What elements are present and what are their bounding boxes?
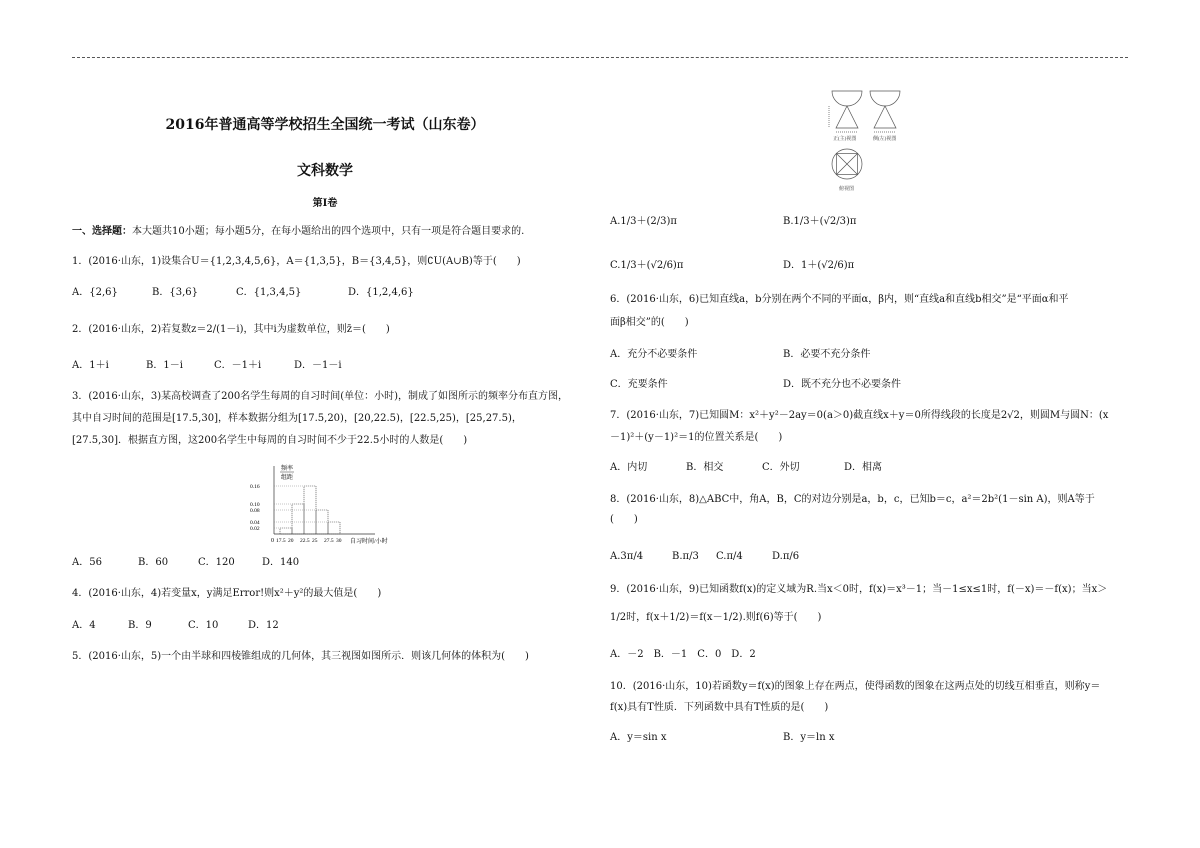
histogram-y-tick: 0.02 [250,526,260,532]
histogram-xlabel: 自习时间/小时 [350,539,388,545]
q4-option-c: C．10 [188,620,219,631]
q8-option-a: A.3π/4 [610,551,644,562]
q3-option-c: C．120 [198,557,235,568]
section-heading-label: 一、选择题： [72,226,132,237]
q1-option-a: A．{2,6} [72,287,118,298]
histogram-y-tick: 0.08 [250,508,260,514]
q2-option-c: C．－1＋i [214,360,262,371]
q6-option-c: C．充要条件 [610,379,668,390]
q6-option-a: A．充分不必要条件 [610,349,698,360]
histogram-x-tick: 25 [312,538,318,544]
section-heading [72,225,524,239]
histogram-bar [292,504,304,534]
q9-options: A．－2 B．－1 C．0 D．2 [610,649,756,660]
q10-option-b: B．y＝ln x [783,732,835,743]
q5-option-c: C.1/3＋(√2/6)π [610,260,684,271]
q7-option-a: A．内切 [610,462,648,473]
histogram-bar [280,528,292,534]
question-3-line-3: [27.5,30]．根据直方图，这200名学生中每周的自习时间不少于22.5小时的人数是( ) [72,435,468,446]
exam-title: 2016年普通高等学校招生全国统一考试（山东卷） [165,117,485,133]
q3-option-b: B．60 [138,557,169,568]
question-3-line-1: 3．(2016·山东，3)某高校调查了200名学生每周的自习时间(单位：小时)，制成了如图所示的频率分布直方图， [72,391,569,402]
question-6-line-2: 面β相交”的( ) [610,317,689,328]
q8-option-c: C.π/4 [716,551,743,562]
histogram-x-tick: 27.5 [324,538,334,544]
histogram-y-tick: 0.10 [250,502,260,508]
histogram-x-tick: 17.5 [276,538,286,544]
top-view-label: 俯视图 [839,187,855,192]
question-5: 5．(2016·山东，5)一个由半球和四棱锥组成的几何体，其三视图如图所示．则该几何体的体积为( ) [72,651,529,662]
q7-option-b: B．相交 [686,462,724,473]
side-view-label: 侧(左)视图 [873,137,897,142]
question-4: 4．(2016·山东，4)若变量x，y满足Error!则x²＋y²的最大值是( ) [72,588,382,599]
q3-option-a: A．56 [72,557,102,568]
q3-option-d: D．140 [262,557,300,568]
q10-option-a: A．y＝sin x [610,732,667,743]
histogram-y-tick: 0.16 [250,484,260,490]
q8-option-b: B.π/3 [672,551,699,562]
q6-option-d: D．既不充分也不必要条件 [783,379,902,390]
q1-option-d: D．{1,2,4,6} [348,287,414,298]
histogram-y-tick: 0.04 [250,520,260,526]
question-3-line-2: 其中自习时间的范围是[17.5,30]，样本数据分组为[17.5,20)，[20,22.5)，[22.5,25)，[25,27.5)， [72,413,522,424]
frequency-histogram [240,462,410,546]
histogram-ylabel-top: 频率 [281,466,294,472]
q2-option-a: A．1＋i [72,360,109,371]
header-divider [72,57,1128,58]
q5-option-d: D．1＋(√2/6)π [783,260,855,271]
q1-option-c: C．{1,3,4,5} [236,287,302,298]
question-7-line-2: －1)²＋(y－1)²＝1的位置关系是( ) [610,432,783,443]
histogram-x-tick: 20 [288,538,294,544]
q2-option-d: D．－1－i [294,360,342,371]
three-view-figure [826,88,906,194]
question-8-line-2: ( ) [610,514,638,525]
q5-option-a: A.1/3＋(2/3)π [610,216,677,227]
question-7-line-1: 7．(2016·山东，7)已知圆M：x²＋y²－2ay＝0(a＞0)截直线x＋y＝0所得线段的长度是2√2，则圆M与圆N：(x [610,410,1109,421]
question-2: 2．(2016·山东，2)若复数z＝2/(1－i)，其中i为虚数单位，则z̄＝( ) [72,324,390,335]
q1-option-b: B．{3,6} [152,287,198,298]
q4-option-d: D．12 [248,620,279,631]
question-6-line-1: 6．(2016·山东，6)已知直线a，b分别在两个不同的平面α，β内，则“直线a和直线b相交”是“平面α和平 [610,294,1069,305]
histogram-ylabel-bottom: 组距 [281,475,294,481]
question-10-line-1: 10．(2016·山东，10)若函数y＝f(x)的图象上存在两点，使得函数的图象在这两点处的切线互相垂直，则称y＝ [610,681,1101,692]
exam-subtitle: 文科数学 [297,163,353,179]
q4-option-a: A．4 [72,620,96,631]
histogram-x-tick: 30 [336,538,342,544]
question-9-line-2: 1/2时，f(x＋1/2)＝f(x－1/2).则f(6)等于( ) [610,612,822,623]
question-8-line-1: 8．(2016·山东，8)△ABC中，角A，B，C的对边分别是a，b，c，已知b＝c，a²＝2b²(1－sin A)，则A等于 [610,494,1095,505]
front-view-label: 正(主)视图 [833,137,857,142]
q7-option-c: C．外切 [762,462,800,473]
histogram-origin: 0 [271,538,274,544]
histogram-x-tick: 22.5 [300,538,310,544]
question-9-line-1: 9．(2016·山东，9)已知函数f(x)的定义域为R.当x＜0时，f(x)＝x³－1；当－1≤x≤1时，f(－x)＝－f(x)；当x＞ [610,584,1108,595]
q2-option-b: B．1－i [146,360,183,371]
volume-label: 第Ⅰ卷 [312,198,338,209]
question-1: 1．(2016·山东，1)设集合U＝{1,2,3,4,5,6}，A＝{1,3,5}，B＝{3,4,5}，则∁U(A∪B)等于( ) [72,256,521,267]
q6-option-b: B．必要不充分条件 [783,349,871,360]
histogram-bar [328,522,340,534]
question-10-line-2: f(x)具有T性质．下列函数中具有T性质的是( ) [610,702,829,713]
q4-option-b: B．9 [128,620,152,631]
q8-option-d: D.π/6 [772,551,800,562]
q7-option-d: D．相离 [844,462,883,473]
q5-option-b: B.1/3＋(√2/3)π [783,216,857,227]
section-instructions: 本大题共10小题；每小题5分，在每小题给出的四个选项中，只有一项是符合题目要求的. [132,226,525,237]
